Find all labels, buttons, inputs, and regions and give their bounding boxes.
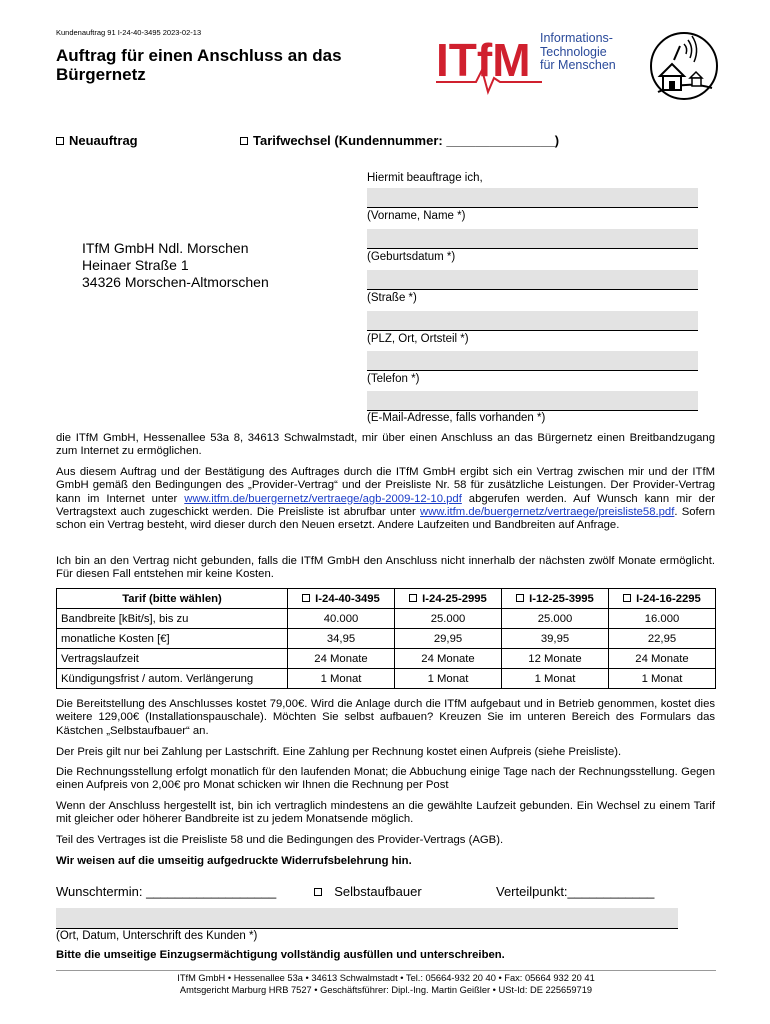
self-setup-option[interactable]: [314, 884, 422, 899]
table-cell: 39,95: [502, 629, 609, 649]
house-antenna-icon: [651, 33, 717, 99]
phone-field[interactable]: [367, 351, 698, 371]
table-cell: 22,95: [609, 629, 716, 649]
checkbox-icon[interactable]: [302, 594, 310, 602]
birthdate-field[interactable]: [367, 229, 698, 249]
table-row: [57, 669, 716, 689]
footer-line-1: ITfM GmbH • Hessenallee 53a • 34613 Schwalmstadt • Tel.: 05664-932 20 40 • Fax: 05664 932 20 41: [177, 973, 595, 983]
paragraph-contract: [56, 466, 715, 532]
table-cell: 1 Monat: [502, 669, 609, 689]
paragraph-revocation: Wir weisen auf die umseitig aufgedruckte Widerrufsbelehrung hin.: [56, 855, 412, 867]
row-label: Vertragslaufzeit: [57, 649, 288, 669]
tariff-option-4[interactable]: [609, 589, 716, 609]
footer-divider: [56, 970, 716, 971]
wish-date-field[interactable]: Wunschtermin: __________________: [56, 884, 277, 899]
table-cell: 25.000: [502, 609, 609, 629]
paragraph-agb: Teil des Vertrages ist die Preisliste 58 und die Bedingungen des Provider-Vertrags (AGB).: [56, 834, 504, 846]
table-cell: 29,95: [395, 629, 502, 649]
option-tariff-change-label: Tarifwechsel (Kundennummer: _______________): [253, 133, 560, 148]
checkbox-icon[interactable]: [409, 594, 417, 602]
checkbox-icon[interactable]: [314, 888, 322, 896]
row-label: Kündigungsfrist / autom. Verlängerung: [57, 669, 288, 689]
distribution-point-field[interactable]: Verteilpunkt:____________: [496, 884, 655, 899]
tariff-name: I-24-25-2995: [422, 592, 487, 605]
company-logo: [436, 30, 718, 102]
tariff-name: I-12-25-3995: [529, 592, 594, 605]
footer-line-2: Amtsgericht Marburg HRB 7527 • Geschäftsführer: Dipl.-Ing. Martin Geißler • USt-Id: DE 225659719: [179, 985, 593, 995]
table-row: [57, 609, 716, 629]
address-line-1: ITfM GmbH Ndl. Morschen: [82, 240, 249, 256]
contract-text-3: . Sofern schon ein Vertrag besteht, wird dieser durch den Neuen ersetzt. Andere Laufzeiten und Bandbreiten auf Anfrage.: [56, 505, 716, 532]
birthdate-field-label: (Geburtsdatum *): [367, 251, 456, 263]
address-line-3: 34326 Morschen-Altmorschen: [82, 274, 269, 290]
paragraph-setup-costs: Die Bereitstellung des Anschlusses kostet 79,00€. Wird die Anlage durch die ITfM aufgebaut und in Betrieb genommen, kostet dies weitere 129,00€ (Installationspauschale). Möchten Sie selbst aufbauen? Kreuzen Sie im unteren Bereich des Formulars das Kästchen „Selbstaufbauer“ an.: [56, 698, 715, 737]
street-field[interactable]: [367, 270, 698, 290]
form-intro: Hiermit beauftrage ich,: [367, 172, 483, 184]
option-tariff-change[interactable]: [240, 133, 559, 148]
paragraph-service: die ITfM GmbH, Hessenallee 53a 8, 34613 Schwalmstadt, mir über einen Anschluss an das Bürgernetz einen Breitbandzugang zum Internet zu ermöglichen.: [56, 432, 715, 458]
page-title: Auftrag für einen Anschluss an das Bürgernetz: [56, 46, 342, 84]
paragraph-billing: Die Rechnungsstellung erfolgt monatlich für den laufenden Monat; die Abbuchung einige Tage nach der Rechnungsstellung. Gegen einen Aufpreis von 2,00€ pro Monat schicken wir Ihnen die Rechnung per Post: [56, 766, 715, 792]
contract-text-1: Aus diesem Auftrag und der Bestätigung des Auftrages durch die ITfM GmbH ergibt sich ein Vertrag zwischen mir und der ITfM GmbH gemäß den Bedingungen des „Provider-Vertrag“ und der Preisliste Nr. 58 für zusätzliche Leistungen. Der Provider-Vertrag kann im Internet unter: [56, 466, 715, 505]
name-field[interactable]: [367, 188, 698, 208]
table-cell: 1 Monat: [609, 669, 716, 689]
tariff-name: I-24-40-3495: [315, 592, 380, 605]
self-setup-label: Selbstaufbauer: [334, 884, 422, 899]
phone-field-label: (Telefon *): [367, 373, 420, 385]
paragraph-payment: Der Preis gilt nur bei Zahlung per Lastschrift. Eine Zahlung per Rechnung kostet einen Aufpreis (siehe Preisliste).: [56, 746, 622, 758]
table-cell: 24 Monate: [395, 649, 502, 669]
table-header-label: Tarif (bitte wählen): [57, 589, 288, 609]
paragraph-binding: Ich bin an den Vertrag nicht gebunden, falls die ITfM GmbH den Anschluss nicht innerhalb der nächsten zwölf Monate ermöglicht. Für diesen Fall entstehen mir keine Kosten.: [56, 555, 715, 581]
table-row: [57, 629, 716, 649]
logo-line-2: Technologie: [540, 44, 607, 59]
table-cell: 24 Monate: [609, 649, 716, 669]
street-field-label: (Straße *): [367, 292, 417, 304]
signature-field[interactable]: [56, 908, 678, 929]
table-cell: 25.000: [395, 609, 502, 629]
table-cell: 40.000: [288, 609, 395, 629]
checkbox-icon[interactable]: [516, 594, 524, 602]
logo-tagline: [540, 32, 616, 73]
tariff-option-1[interactable]: [288, 589, 395, 609]
table-cell: 34,95: [288, 629, 395, 649]
email-field[interactable]: [367, 391, 698, 411]
table-cell: 12 Monate: [502, 649, 609, 669]
tariff-table: [56, 588, 716, 689]
name-field-label: (Vorname, Name *): [367, 210, 466, 222]
checkbox-icon[interactable]: [240, 137, 248, 145]
document-id: Kundenauftrag 91 I-24-40-3495 2023-02-13: [56, 28, 202, 37]
agb-link[interactable]: www.itfm.de/buergernetz/vertraege/agb-2009-12-10.pdf: [184, 492, 462, 505]
table-row: [57, 649, 716, 669]
recipient-address: [82, 240, 269, 291]
city-field[interactable]: [367, 311, 698, 331]
tariff-name: I-24-16-2295: [636, 592, 701, 605]
table-cell: 1 Monat: [288, 669, 395, 689]
contract-text-2: abgerufen werden. Auf Wunsch kann mir der Vertragstext auch zugeschickt werden. Die Preisliste ist abrufbar unter: [56, 492, 716, 518]
tariff-option-2[interactable]: [395, 589, 502, 609]
signature-label: (Ort, Datum, Unterschrift des Kunden *): [56, 930, 258, 942]
pricelist-link[interactable]: www.itfm.de/buergernetz/vertraege/preisliste58.pdf: [420, 505, 675, 518]
email-field-label: (E-Mail-Adresse, falls vorhanden *): [367, 412, 546, 424]
tariff-option-3[interactable]: [502, 589, 609, 609]
checkbox-icon[interactable]: [56, 137, 64, 145]
table-cell: 24 Monate: [288, 649, 395, 669]
row-label: monatliche Kosten [€]: [57, 629, 288, 649]
table-cell: 16.000: [609, 609, 716, 629]
checkbox-icon[interactable]: [623, 594, 631, 602]
direct-debit-instruction: Bitte die umseitige Einzugsermächtigung vollständig ausfüllen und unterschreiben.: [56, 949, 505, 961]
option-new-order-label: Neuauftrag: [69, 133, 138, 148]
table-header-row: [57, 589, 716, 609]
logo-line-3: für Menschen: [540, 58, 616, 72]
row-label: Bandbreite [kBit/s], bis zu: [57, 609, 288, 629]
address-line-2: Heinaer Straße 1: [82, 257, 189, 273]
table-cell: 1 Monat: [395, 669, 502, 689]
city-field-label: (PLZ, Ort, Ortsteil *): [367, 333, 469, 345]
option-new-order[interactable]: [56, 133, 138, 148]
svg-text:ITfM: ITfM: [436, 34, 531, 86]
logo-line-1: Informations-: [540, 31, 613, 45]
paragraph-term: Wenn der Anschluss hergestellt ist, bin ich vertraglich mindestens an die gewählte Laufzeit gebunden. Ein Wechsel zu einem Tarif mit gleicher oder höherer Bandbreite ist zu jedem Monatsende möglich.: [56, 800, 715, 826]
